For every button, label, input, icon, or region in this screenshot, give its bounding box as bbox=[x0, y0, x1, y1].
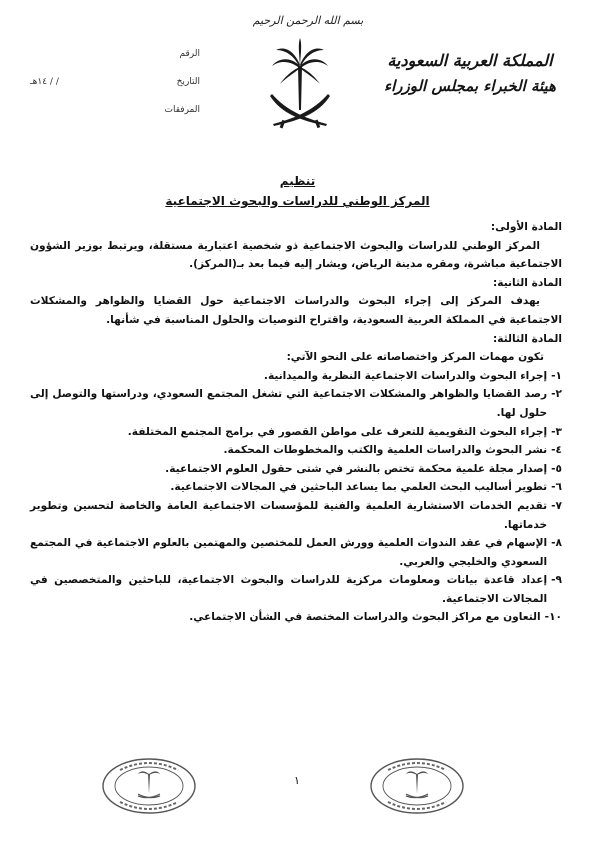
item-text: تقديم الخدمات الاستشارية العلمية والفنية للمؤسسات الاجتماعية العامة والخاصة لتحسين وتطوير خدماتها. bbox=[30, 499, 548, 531]
list-item bbox=[30, 571, 562, 608]
page-number: ١ bbox=[294, 774, 300, 787]
list-item bbox=[30, 367, 562, 386]
item-text: إجراء البحوث والدراسات الاجتماعية النظرية والميدانية. bbox=[263, 369, 548, 382]
item-text: إجراء البحوث التقويمية للتعرف على مواطن القصور في برامج المجتمع المختلفة. bbox=[127, 425, 548, 438]
item-number: ٤- bbox=[551, 444, 562, 457]
list-item bbox=[30, 478, 562, 497]
ref-label: الرقم bbox=[179, 49, 200, 59]
article-3-intro: تكون مهمات المركز واختصاصاته على النحو الآتي: bbox=[286, 351, 544, 364]
kingdom-name: المملكة العربية السعودية bbox=[387, 51, 553, 70]
palm-swords-emblem-icon bbox=[264, 36, 336, 132]
item-text: إصدار مجلة علمية محكمة تختص بالنشر في شتى حقول العلوم الاجتماعية. bbox=[165, 462, 548, 475]
article-2-heading: المادة الثانية: bbox=[493, 276, 562, 289]
list-item bbox=[30, 385, 562, 422]
date-row bbox=[30, 68, 200, 96]
date-label: التاريخ bbox=[176, 77, 200, 87]
item-number: ٨- bbox=[551, 537, 562, 550]
attachments-row bbox=[30, 96, 200, 124]
item-number: ١٠- bbox=[544, 611, 562, 624]
item-text: نشر البحوث والدراسات العلمية والكتب والمخطوطات المحكمة. bbox=[223, 444, 548, 457]
list-item bbox=[30, 534, 562, 571]
item-text: إعداد قاعدة بيانات ومعلومات مركزية للدراسات والبحوث الاجتماعية، للباحثين والمتخصصين في المجالات الاجتماعية. bbox=[30, 574, 548, 605]
document-title bbox=[0, 172, 595, 212]
item-number: ٧- bbox=[551, 499, 562, 512]
list-item bbox=[30, 441, 562, 460]
ref-row bbox=[30, 40, 200, 68]
item-number: ٣- bbox=[551, 425, 562, 438]
item-number: ١- bbox=[551, 369, 562, 382]
document-body bbox=[30, 218, 562, 627]
letterhead bbox=[365, 50, 575, 96]
item-text: التعاون مع مراكز البحوث والدراسات المختصة في الشأن الاجتماعي. bbox=[189, 611, 541, 624]
date-value: / / ١٤هـ bbox=[30, 77, 59, 87]
title-line-2: المركز الوطني للدراسات والبحوث الاجتماعية bbox=[165, 194, 430, 208]
list-item bbox=[30, 423, 562, 442]
item-number: ٢- bbox=[551, 388, 562, 401]
item-number: ٥- bbox=[551, 462, 562, 475]
title-line-1: تنظيم bbox=[279, 174, 316, 188]
basmala: بسم الله الرحمن الرحيم bbox=[252, 14, 364, 27]
attachments-label: المرفقات bbox=[164, 105, 200, 115]
article-1-heading: المادة الأولى: bbox=[490, 221, 562, 233]
item-text: رصد القضايا والظواهر والمشكلات الاجتماعية التي تشغل المجتمع السعودي، ودراستها والتوصل إلى حلول لها. bbox=[30, 388, 548, 419]
article-2-text: يهدف المركز إلى إجراء البحوث والدراسات الاجتماعية حول القضايا والظواهر والمشكلات الاجتماعية في المملكة العربية السعودية، واقتراح التوصيات والحلول المناسبة في شأنها. bbox=[30, 295, 562, 326]
list-item bbox=[30, 460, 562, 479]
official-seal-icon bbox=[368, 756, 466, 816]
bureau-name: هيئة الخبراء بمجلس الوزراء bbox=[384, 77, 556, 95]
list-item bbox=[30, 497, 562, 534]
official-seal-icon bbox=[100, 756, 198, 816]
article-1-text: المركز الوطني للدراسات والبحوث الاجتماعية ذو شخصية اعتبارية مستقلة، ويرتبط بوزير الشؤون الاجتماعية مباشرة، ومقره مدينة الرياض، ويشار إليه فيما بعد بـ(المركز). bbox=[30, 239, 562, 271]
article-3-heading: المادة الثالثة: bbox=[493, 332, 562, 345]
item-text: تطوير أساليب البحث العلمي بما يساعد الباحثين في المجالات الاجتماعية. bbox=[170, 481, 548, 494]
item-number: ٦- bbox=[551, 481, 562, 494]
list-item bbox=[30, 608, 562, 627]
item-text: الإسهام في عقد الندوات العلمية وورش العمل للمختصين والمهتمين بالعلوم الاجتماعية في المجتمع السعودي والخليجي والعربي. bbox=[30, 537, 548, 568]
reference-fields bbox=[30, 40, 200, 124]
item-number: ٩- bbox=[551, 574, 562, 587]
